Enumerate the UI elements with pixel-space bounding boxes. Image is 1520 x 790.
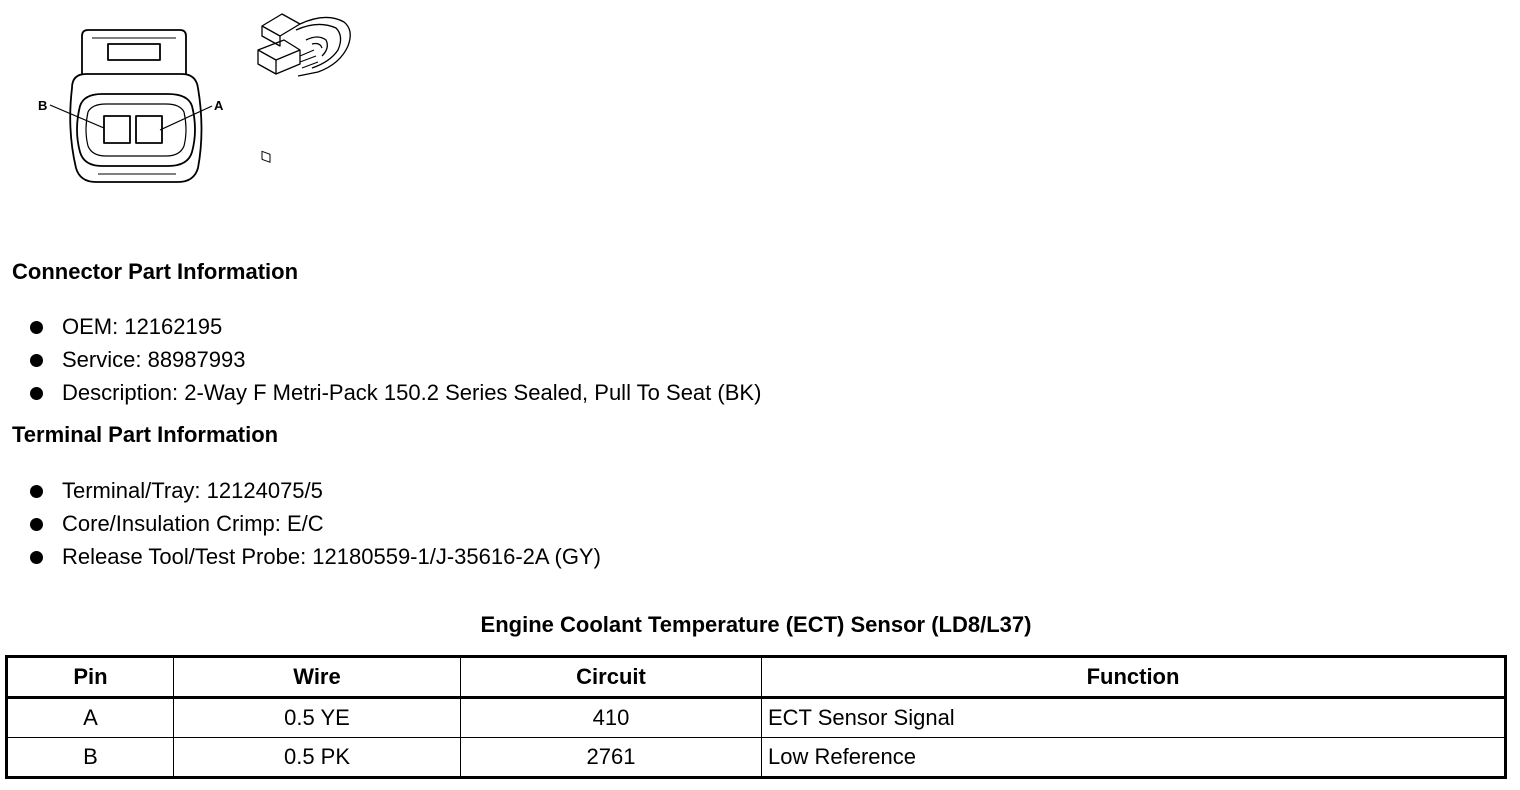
- connector-latch: [82, 30, 186, 74]
- column-header-wire: Wire: [174, 657, 461, 698]
- cell-pin: B: [7, 738, 174, 778]
- cavity-b: [104, 116, 130, 143]
- list-item-text: Core/Insulation Crimp: E/C: [62, 511, 324, 536]
- cell-circuit: 2761: [461, 738, 762, 778]
- list-item: [30, 379, 761, 412]
- terminal-info-list: [30, 477, 601, 576]
- list-item: [30, 346, 761, 379]
- cell-function: ECT Sensor Signal: [762, 698, 1506, 738]
- cell-wire: 0.5 YE: [174, 698, 461, 738]
- cell-function: Low Reference: [762, 738, 1506, 778]
- terminal-info-heading: Terminal Part Information: [12, 422, 279, 447]
- list-item: [30, 313, 761, 346]
- list-item-text: Release Tool/Test Probe: 12180559-1/J-35616-2A (GY): [62, 544, 601, 569]
- column-header-circuit: Circuit: [461, 657, 762, 698]
- cell-wire: 0.5 PK: [174, 738, 461, 778]
- list-item-text: Service: 88987993: [62, 347, 246, 372]
- table-title: Engine Coolant Temperature (ECT) Sensor (LD8/L37): [480, 612, 1032, 637]
- list-item: [30, 477, 601, 510]
- cell-pin: A: [7, 698, 174, 738]
- pin-label-b: B: [38, 98, 48, 113]
- list-item-text: Description: 2-Way F Metri-Pack 150.2 Series Sealed, Pull To Seat (BK): [62, 380, 762, 405]
- connector-diagram: [0, 0, 380, 200]
- list-item-text: OEM: 12162195: [62, 314, 223, 339]
- connector-3d-illustration: [258, 14, 350, 162]
- bullet-icon: [30, 551, 43, 564]
- bullet-icon: [30, 485, 43, 498]
- list-item: [30, 510, 601, 543]
- connector-info-heading: Connector Part Information: [12, 259, 299, 284]
- bullet-icon: [30, 518, 43, 531]
- bullet-icon: [30, 387, 43, 400]
- cavity-a: [136, 116, 162, 143]
- column-header-function: Function: [762, 657, 1506, 698]
- bullet-icon: [30, 321, 43, 334]
- connector-info-list: [30, 313, 761, 412]
- list-item: [30, 543, 601, 576]
- bullet-icon: [30, 354, 43, 367]
- table-header-row: [7, 657, 1506, 698]
- column-header-pin: Pin: [7, 657, 174, 698]
- pinout-table: [5, 655, 1507, 779]
- list-item-text: Terminal/Tray: 12124075/5: [62, 478, 323, 503]
- table-row: [7, 738, 1506, 778]
- table-row: [7, 698, 1506, 738]
- pin-label-a: A: [214, 98, 224, 113]
- cell-circuit: 410: [461, 698, 762, 738]
